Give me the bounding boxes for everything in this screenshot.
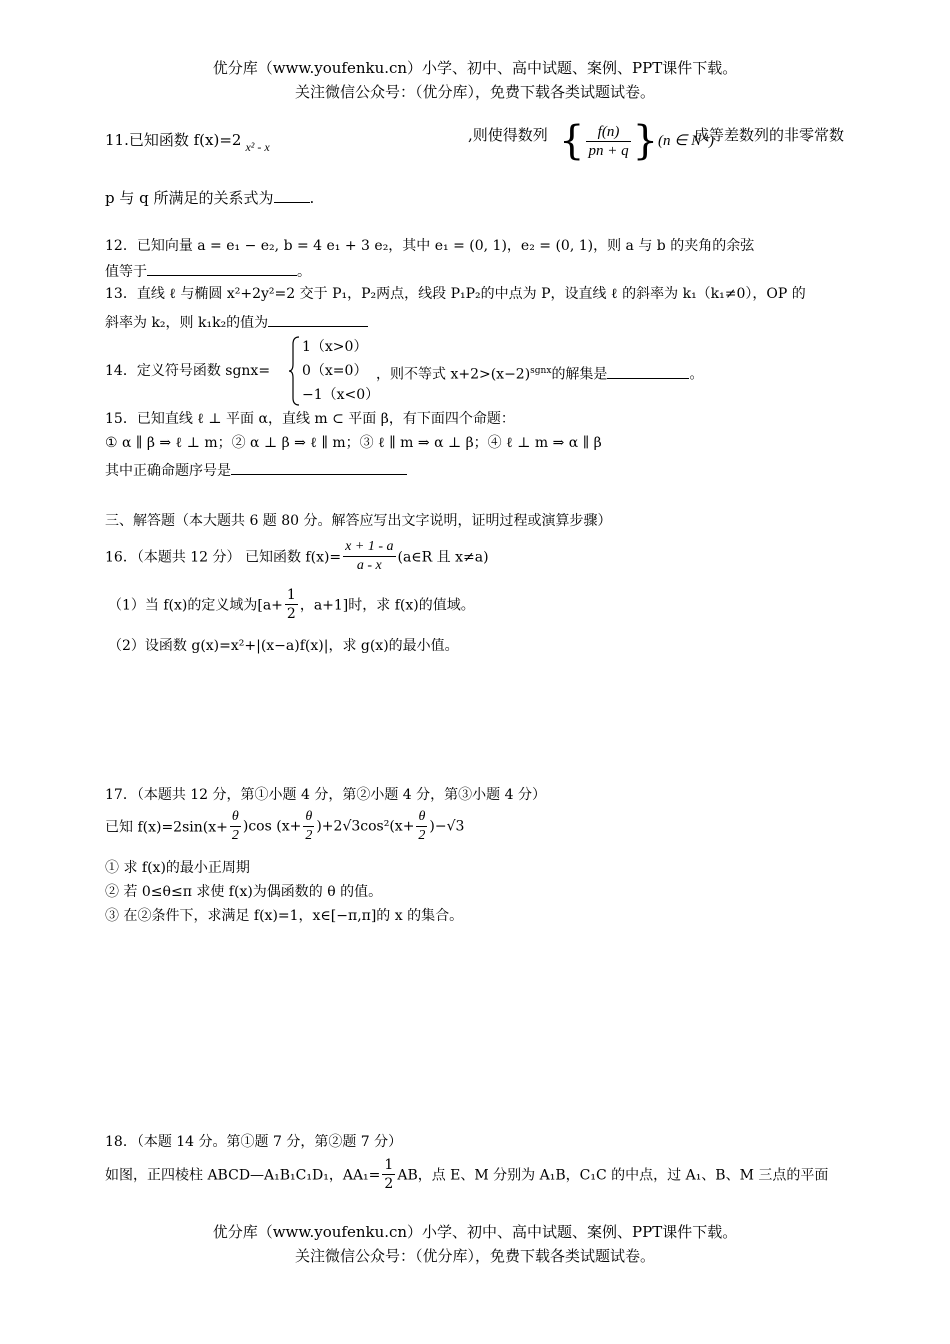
q14-inequality bbox=[376, 360, 703, 386]
q11-line2 bbox=[105, 186, 314, 209]
q16-part2: （2）设函数 g(x)=x²+|(x−a)f(x)|，求 g(x)的最小值。 bbox=[108, 638, 459, 654]
q17-f-e: )− bbox=[429, 818, 447, 835]
q12-line2 bbox=[105, 259, 311, 283]
q14-brace bbox=[288, 336, 300, 406]
q17-f-b: )cos (x+ bbox=[242, 818, 302, 835]
q16-frac-den: a - x bbox=[356, 558, 382, 573]
page-footer-line2: 关注微信公众号：（优分库），免费下载各类试题试卷。 bbox=[294, 1247, 655, 1265]
question-16 bbox=[105, 538, 489, 575]
q16-frac-num: x + 1 - a bbox=[343, 538, 395, 557]
q13-label: 斜率为 k₂，则 k₁k₂的值为 bbox=[105, 315, 269, 331]
question-15: 15．已知直线 ℓ ⊥ 平面 α，直线 m ⊂ 平面 β，有下面四个命题： bbox=[105, 411, 515, 427]
question-17: 17．（本题共 12 分，第①小题 4 分，第②小题 4 分，第③小题 4 分） bbox=[105, 787, 546, 803]
q18-body bbox=[105, 1156, 828, 1193]
q17-f-d: cos²(x+ bbox=[360, 818, 415, 835]
q11-prefix: 11.已知函数 f(x)=2 bbox=[105, 131, 242, 149]
q17-two-2: 2 bbox=[305, 828, 313, 843]
q14-end: 。 bbox=[689, 366, 704, 383]
q12-answer-blank[interactable] bbox=[147, 259, 297, 276]
q17-part1: ① 求 f(x)的最小正周期 bbox=[105, 860, 250, 876]
q17-theta-3: θ bbox=[416, 808, 427, 827]
q17-f-a: 已知 f(x)=2sin(x+ bbox=[105, 819, 228, 836]
question-18: 18．（本题 14 分。第①题 7 分，第②题 7 分） bbox=[105, 1134, 403, 1150]
q14-suffix: 的解集是 bbox=[551, 366, 608, 383]
q15-line3 bbox=[105, 458, 407, 482]
q15-answer-blank[interactable] bbox=[231, 458, 407, 475]
section-3-title: 三、解答题（本大题共 6 题 80 分。解答应写出文字说明，证明过程或演算步骤） bbox=[105, 513, 612, 529]
q13-answer-blank[interactable] bbox=[268, 310, 368, 327]
q11-answer-blank[interactable] bbox=[274, 186, 310, 203]
q14-answer-blank[interactable] bbox=[607, 362, 689, 379]
q17-theta-2: θ bbox=[303, 808, 314, 827]
q11-condition: (n ∈ N⁺) bbox=[658, 133, 715, 149]
q11-relation-label: p 与 q 所满足的关系式为 bbox=[105, 189, 274, 207]
q16-p1-suffix: ，a+1]时，求 f(x)的值域。 bbox=[299, 597, 475, 614]
q17-sqrt3-2: √3 bbox=[446, 818, 465, 835]
q14-exponent: sgnx bbox=[530, 366, 552, 376]
q18-half-den: 2 bbox=[384, 1176, 394, 1192]
q11-end: . bbox=[309, 189, 315, 207]
q17-theta-1: θ bbox=[230, 808, 241, 827]
question-11 bbox=[105, 124, 270, 154]
q11-frac-den: pn + q bbox=[588, 142, 629, 159]
q12-end: 。 bbox=[297, 264, 311, 280]
question-14: 14．定义符号函数 sgnx= bbox=[105, 363, 271, 379]
q17-sqrt3-1: √3 bbox=[342, 818, 361, 835]
q17-two-3: 2 bbox=[418, 828, 426, 843]
page-header-line1: 优分库（www.youfenku.cn）小学、初中、高中试题、案例、PPT课件下载。 bbox=[212, 59, 738, 77]
q11-sequence-expr: { $\frac{f(n)}{pn + q}$ }(n ∈ N⁺) bbox=[559, 118, 715, 164]
page-footer-line1: 优分库（www.youfenku.cn）小学、初中、高中试题、案例、PPT课件下载。 bbox=[212, 1223, 738, 1241]
question-13: 13．直线 ℓ 与椭圆 x²+2y²=2 交于 P₁，P₂两点，线段 P₁P₂的中点为 P，设直线 ℓ 的斜率为 k₁（k₁≠0），OP 的 bbox=[105, 286, 806, 302]
q16-half-den: 2 bbox=[286, 606, 296, 622]
q15-propositions: ① α ∥ β ⇒ ℓ ⊥ m；② α ⊥ β ⇒ ℓ ∥ m；③ ℓ ∥ m ⇒ α ⊥ β；④ ℓ ⊥ m ⇒ α ∥ β bbox=[105, 435, 602, 451]
q14-case1: 1（x>0） bbox=[302, 339, 368, 355]
q17-two-1: 2 bbox=[231, 828, 239, 843]
page-header-line2: 关注微信公众号：（优分库），免费下载各类试题试卷。 bbox=[294, 83, 655, 101]
q15-label: 其中正确命题序号是 bbox=[105, 463, 231, 479]
q18-l-a: 如图，正四棱柱 ABCD—A₁B₁C₁D₁，AA₁= bbox=[105, 1167, 381, 1184]
q16-part1 bbox=[108, 586, 475, 623]
q11-sequence bbox=[468, 124, 548, 146]
q16-half-num: 1 bbox=[286, 587, 296, 603]
q14-case3: −1（x<0） bbox=[302, 387, 380, 403]
q17-part3: ③ 在②条件下，求满足 f(x)=1，x∈[−π,π]的 x 的集合。 bbox=[105, 908, 464, 924]
q14-mid: ，则不等式 x+2>(x−2) bbox=[376, 366, 531, 383]
q17-f-c: )+2 bbox=[316, 818, 343, 835]
q17-function bbox=[105, 808, 464, 845]
q11-exponent: x² - x bbox=[245, 140, 270, 154]
q11-frac-num: f(n) bbox=[586, 123, 630, 142]
q16-p1-prefix: （1）当 f(x)的定义域为[a+ bbox=[108, 597, 283, 614]
q11-suffix: 成等差数列的非零常数 bbox=[694, 126, 845, 144]
q11-mid: ,则使得数列 bbox=[468, 126, 548, 144]
q13-line2 bbox=[105, 310, 368, 334]
q17-part2: ② 若 0≤θ≤π 求使 f(x)为偶函数的 θ 的值。 bbox=[105, 884, 383, 900]
q18-l-b: AB，点 E、M 分别为 A₁B，C₁C 的中点，过 A₁、B、M 三点的平面 bbox=[397, 1167, 829, 1184]
question-12: 12．已知向量 a = e₁ − e₂, b = 4 e₁ + 3 e₂，其中 e₁ = (0, 1)，e₂ = (0, 1)，则 a 与 b 的夹角的余弦 bbox=[105, 238, 755, 254]
q12-label: 值等于 bbox=[105, 264, 147, 280]
q16-prefix: 16．（本题共 12 分） 已知函数 f(x)= bbox=[105, 549, 342, 566]
q16-suffix: (a∈R 且 x≠a) bbox=[397, 549, 489, 566]
q18-half-num: 1 bbox=[384, 1157, 394, 1173]
q14-case2: 0（x=0） bbox=[302, 363, 368, 379]
